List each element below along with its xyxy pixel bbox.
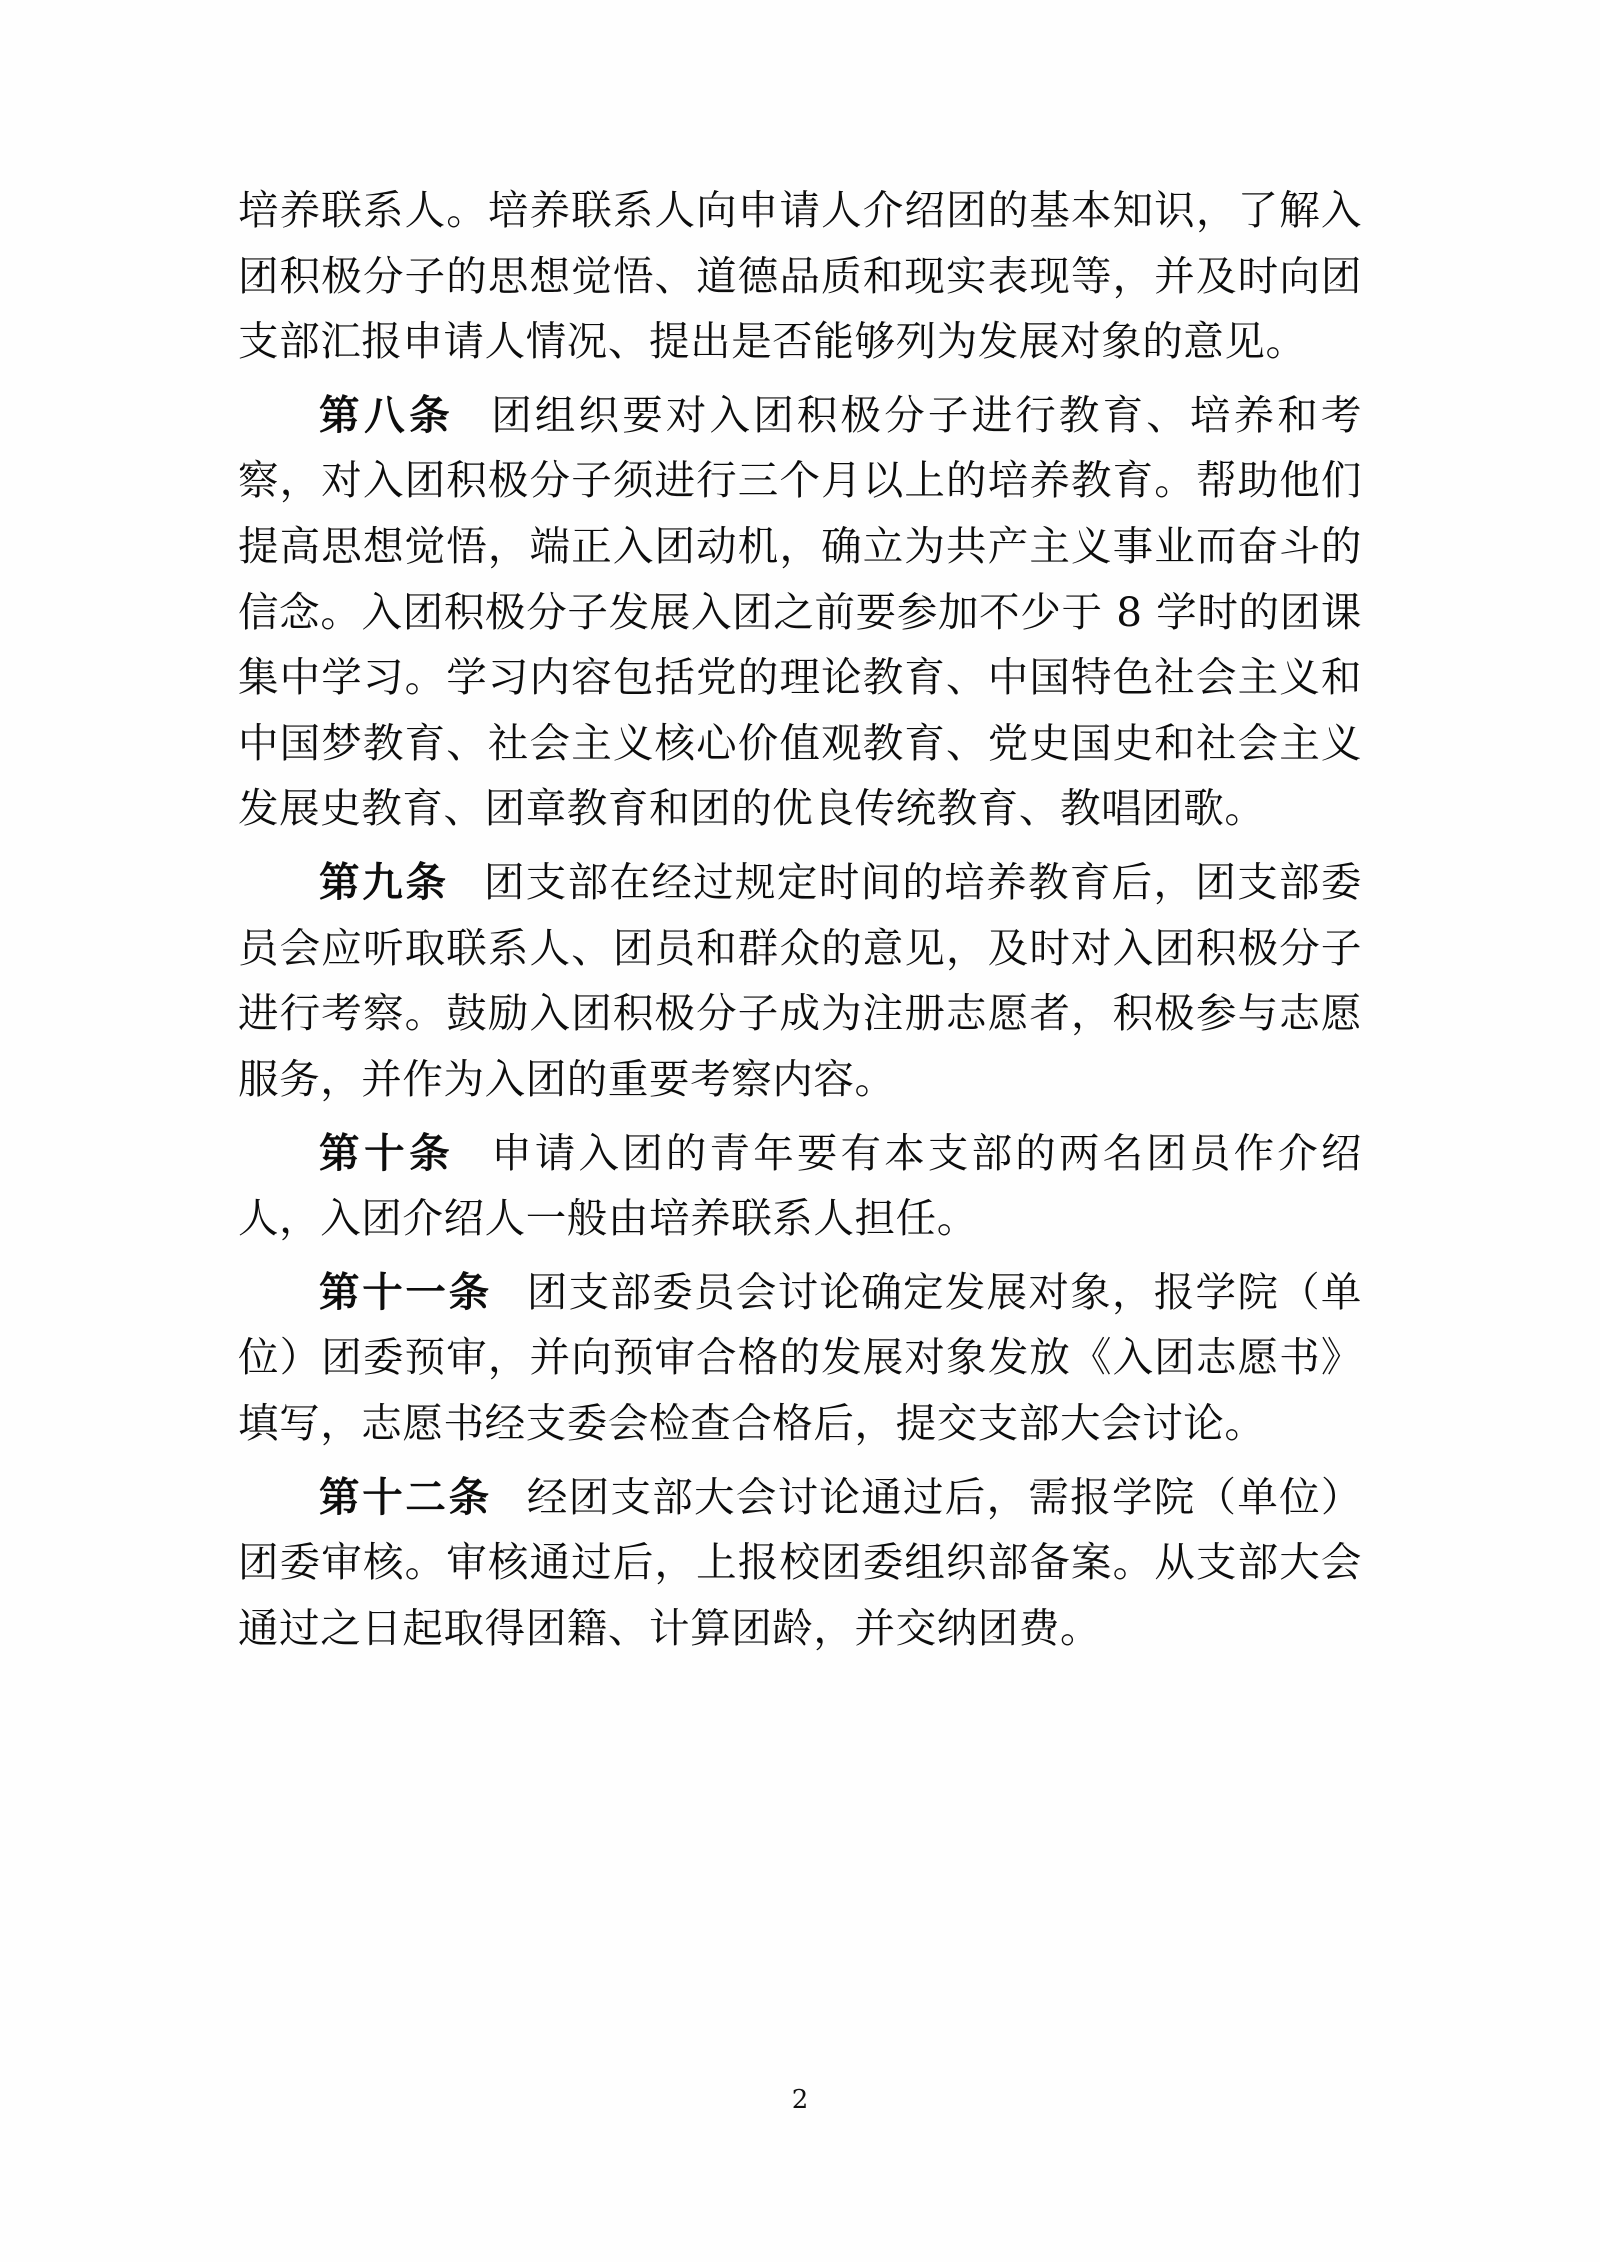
document-body (238, 178, 1362, 1669)
paragraph-text: 团支部在经过规定时间的培养教育后，团支部委员会应听取联系人、团员和群众的意见，及时对入团积极分子进行考察。鼓励入团积极分子成为注册志愿者，积极参与志愿服务，并作为入团的重要考察内容。 (238, 858, 1362, 1103)
paragraph-continuation (238, 178, 1362, 375)
paragraph-article-9 (238, 850, 1362, 1112)
paragraph-article-12 (238, 1465, 1362, 1662)
paragraph-text: 团组织要对入团积极分子进行教育、培养和考察，对入团积极分子须进行三个月以上的培养教育。帮助他们提高思想觉悟，端正入团动机，确立为共产主义事业而奋斗的信念。入团积极分子发展入团之前要参加不少于 8 学时的团课集中学习。学习内容包括党的理论教育、中国特色社会主义和中国梦教育、社会主义核心价值观教育、党史国史和社会主义发展史教育、团章教育和团的优良传统教育、教唱团歌。 (238, 390, 1363, 833)
article-label: 第十条 (319, 1128, 455, 1177)
paragraph-article-11 (238, 1260, 1362, 1457)
page-number: 2 (791, 2085, 809, 2115)
article-label: 第十二条 (319, 1472, 492, 1521)
paragraph-article-10 (238, 1121, 1362, 1252)
paragraph-text: 团支部委员会讨论确定发展对象，报学院（单位）团委预审，并向预审合格的发展对象发放《入团志愿书》填写，志愿书经支委会检查合格后，提交支部大会讨论。 (238, 1267, 1363, 1447)
paragraph-text: 培养联系人。培养联系人向申请人介绍团的基本知识，了解入团积极分子的思想觉悟、道德品质和现实表现等，并及时向团支部汇报申请人情况、提出是否能够列为发展对象的意见。 (238, 186, 1362, 366)
article-label: 第九条 (319, 858, 449, 907)
article-label: 第八条 (319, 390, 455, 439)
paragraph-text: 经团支部大会讨论通过后，需报学院（单位）团委审核。审核通过后，上报校团委组织部备案。从支部大会通过之日起取得团籍、计算团龄，并交纳团费。 (238, 1472, 1363, 1652)
paragraph-article-8 (238, 383, 1362, 842)
article-label: 第十一条 (319, 1267, 492, 1316)
paragraph-text: 申请入团的青年要有本支部的两名团员作介绍人，入团介绍人一般由培养联系人担任。 (238, 1128, 1363, 1243)
